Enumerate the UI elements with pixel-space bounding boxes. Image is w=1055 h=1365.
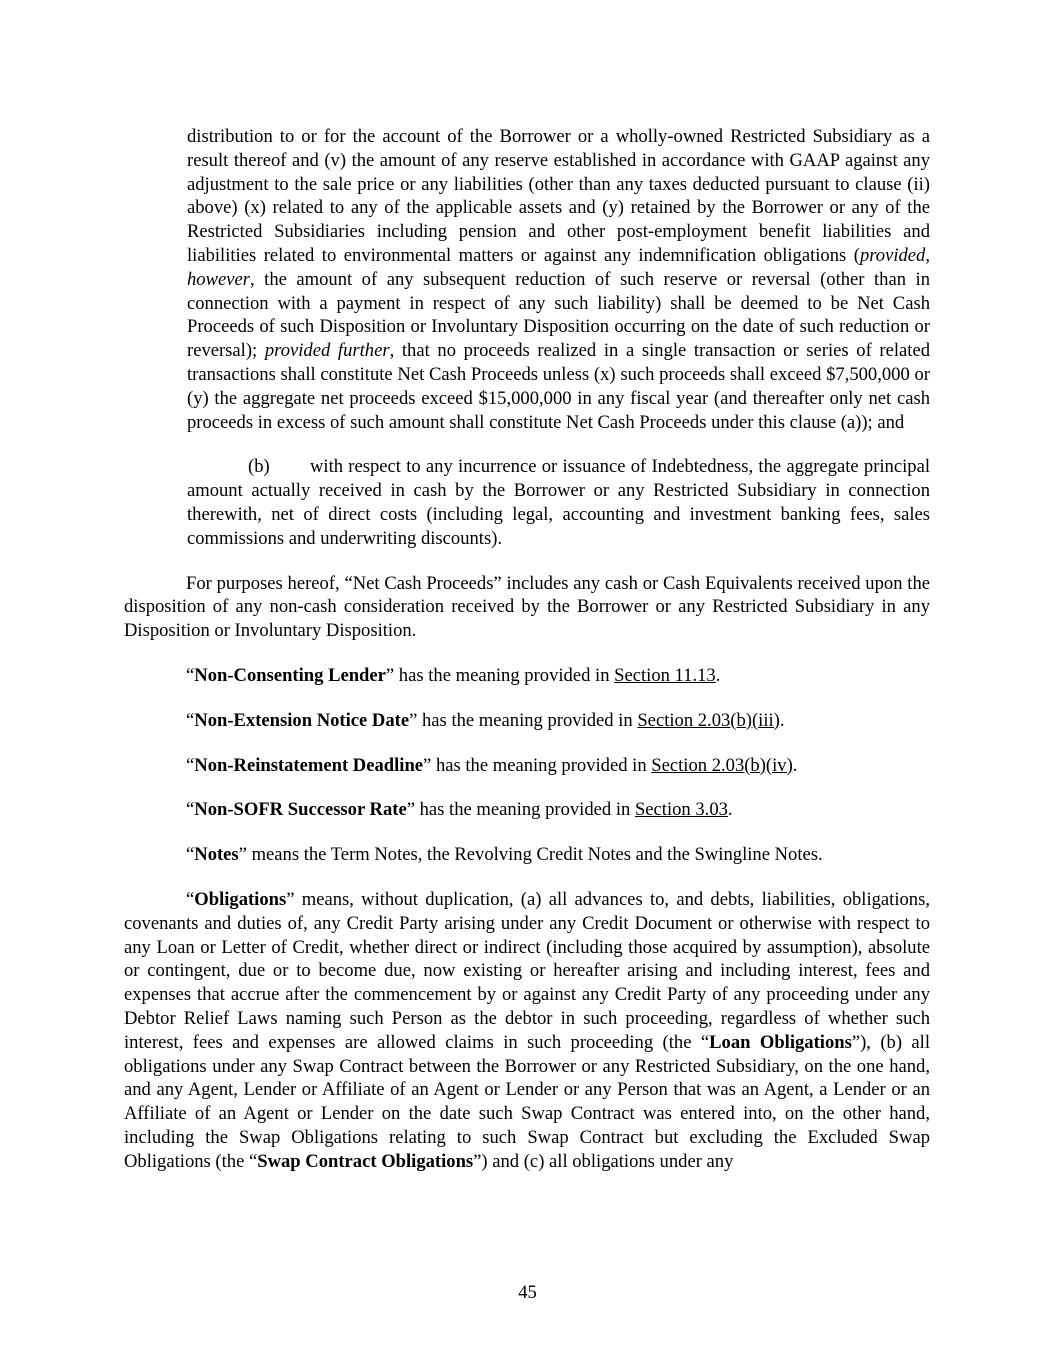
clause-a-continuation: [187, 125, 930, 434]
definition-obligations: “Obligations” means, without duplication, (a) all advances to, and debts, liabilities, obligations, covenants and duties of, any Credit Party arising under any Credit Document or otherwise with respect to any Loan or Letter of Credit, whether direct or indirect (including those acquired by assumption), absolute or contingent, due or to become due, now existing or hereafter arising and including interest, fees and expenses that accrue after the commencement by or against any Credit Party of any proceeding under any Debtor Relief Laws naming such Person as the debtor in such proceeding, regardless of whether such interest, fees and expenses are allowed claims in such proceeding (the “Loan Obligations”), (b) all obligations under any Swap Contract between the Borrower or any Restricted Subsidiary, on the one hand, and any Agent, Lender or Affiliate of an Agent or Lender or any Person that was an Agent, a Lender or an Affiliate of an Agent or Lender on the date such Swap Contract was entered into, on the other hand, including the Swap Obligations relating to such Swap Contract but excluding the Excluded Swap Obligations (the “Swap Contract Obligations”) and (c) all obligations under any: [124, 888, 930, 1172]
however-italic: however: [187, 268, 250, 290]
section-reference: Section 3.03: [634, 799, 728, 821]
clause-b-text: with respect to any incurrence or issuance of Indebtedness, the aggregate principal amount actually received in cash by the Borrower or any Restricted Subsidiary in connection therewith, net of direct costs (including legal, accounting and investment banking fees, sales commissions and underwriting discounts).: [187, 456, 930, 549]
provided-further-italic: provided further: [264, 340, 390, 362]
comma: ,: [925, 244, 930, 266]
definition-non-reinstatement-deadline: “Non-Reinstatement Deadline” has the meaning provided in Section 2.03(b)(iv).: [186, 754, 798, 776]
purposes-paragraph: For purposes hereof, “Net Cash Proceeds” includes any cash or Cash Equivalents received upon the disposition of any non-cash consideration received by the Borrower or any Restricted Subsidiary in any Disposition or Involuntary Disposition.: [124, 572, 930, 642]
definition-non-sofr-successor-rate: “Non-SOFR Successor Rate” has the meaning provided in Section 3.03.: [186, 799, 733, 821]
defined-term-loan-obligations: Loan Obligations: [709, 1031, 852, 1053]
defined-term: Non-Reinstatement Deadline: [194, 754, 424, 776]
section-reference: Section 2.03(b)(iv): [651, 754, 793, 776]
defined-term: Non-Consenting Lender: [194, 664, 386, 686]
clause-b-label: (b): [248, 456, 270, 478]
page-number: 45: [518, 1282, 537, 1303]
defined-term-swap-contract-obligations: Swap Contract Obligations: [257, 1150, 474, 1172]
defined-term: Notes: [194, 844, 239, 866]
defined-term: Non-SOFR Successor Rate: [194, 799, 407, 821]
document-page: [124, 125, 930, 1173]
definition-notes: “Notes” means the Term Notes, the Revolving Credit Notes and the Swingline Notes.: [186, 844, 823, 866]
definition-non-extension-notice-date: “Non-Extension Notice Date” has the meaning provided in Section 2.03(b)(iii).: [186, 709, 785, 731]
clause-b: [187, 455, 930, 550]
defined-term: Non-Extension Notice Date: [194, 709, 410, 731]
clause-a-text-2: , the amount of any subsequent reduction of such reserve or reversal (other than in connection with a payment in respect of any such liability) shall be deemed to be Net Cash Proceeds of such Disposition or Involuntary Disposition occurring on the date of such reduction or reversal);: [187, 268, 930, 362]
clause-a-text-3: , that no proceeds realized in a single transaction or series of related transactions shall constitute Net Cash Proceeds unless (x) such proceeds shall exceed $7,500,000 or (y) the aggregate net proceeds exceed $15,000,000 in any fiscal year (and thereafter only net cash proceeds in excess of such amount shall constitute Net Cash Proceeds under this clause (a)); and: [187, 340, 930, 433]
provided-italic: provided: [859, 244, 926, 266]
section-reference: Section 11.13: [614, 664, 716, 686]
definition-non-consenting-lender: “Non-Consenting Lender” has the meaning provided in Section 11.13.: [186, 664, 721, 686]
section-reference: Section 2.03(b)(iii): [637, 709, 780, 731]
defined-term: Obligations: [194, 888, 287, 910]
clause-a-text-1: distribution to or for the account of the Borrower or a wholly-owned Restricted Subsidiary as a result thereof and (v) the amount of any reserve established in accordance with GAAP against any adjustment to the sale price or any liabilities (other than any taxes deducted pursuant to clause (ii) above) (x) related to any of the applicable assets and (y) retained by the Borrower or any of the Restricted Subsidiaries including pension and other post-employment benefit liabilities and liabilities related to environmental matters or against any indemnification obligations (: [187, 126, 930, 266]
